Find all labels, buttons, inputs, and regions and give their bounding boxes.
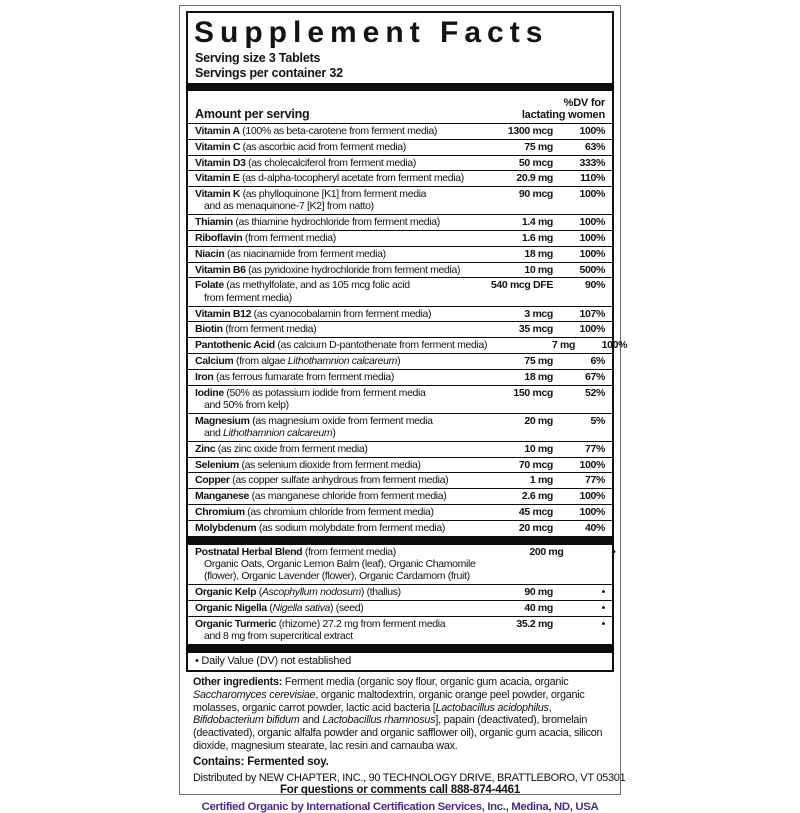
row-left <box>195 355 465 367</box>
nutrient-name: Copper <box>195 474 230 487</box>
nutrient-description: (as sodium molybdate from ferment media) <box>256 521 445 534</box>
row-main <box>195 216 605 228</box>
nutrient-description: (from ferment media) <box>242 232 336 245</box>
row-main <box>195 387 605 412</box>
daily-value-footnote: • Daily Value (DV) not established <box>195 655 351 668</box>
nutrient-amount: 35.2 mg <box>516 617 553 630</box>
row-main <box>195 172 605 184</box>
divider-bar-footnote <box>188 644 612 653</box>
nutrient-amount: 1300 mcg <box>507 125 553 137</box>
nutrient-description: (as magnesium oxide from ferment media <box>249 414 433 427</box>
row-subline: (flower), Organic Lavender (flower), Organic Cardamom (fruit) <box>204 570 470 583</box>
nutrient-name: Postnatal Herbal Blend <box>195 545 303 558</box>
table-row <box>188 247 612 263</box>
nutrient-name: Biotin <box>195 323 223 336</box>
nutrient-name: Organic Nigella <box>195 601 267 614</box>
row-subline: and 50% from kelp) <box>204 398 289 411</box>
nutrient-description: (as selenium dioxide from ferment media) <box>238 458 421 471</box>
nutrient-name: Folate <box>195 279 224 292</box>
dv-header-line1: %DV for <box>563 97 605 109</box>
table-row <box>188 442 612 458</box>
nutrient-description: (from algae Lithothamnion calcareum) <box>233 354 401 367</box>
row-main <box>195 323 605 335</box>
nutrient-amount: 1.6 mg <box>521 232 553 245</box>
nutrient-dv: 100% <box>579 232 605 245</box>
row-main <box>195 157 605 169</box>
table-row <box>188 617 612 644</box>
table-row <box>188 601 612 617</box>
row-main <box>195 586 605 598</box>
table-row <box>188 187 612 215</box>
row-left <box>195 443 465 455</box>
nutrient-name: Riboflavin <box>195 232 243 245</box>
row-main <box>195 443 605 455</box>
nutrient-description: (Nigella sativa) (seed) <box>266 601 364 614</box>
row-left <box>195 279 465 304</box>
table-row <box>188 473 612 489</box>
nutrient-name: Vitamin D3 <box>195 156 246 169</box>
table-row <box>188 140 612 156</box>
nutrient-description: (50% as potassium iodide from ferment media <box>223 386 426 399</box>
nutrient-description: (as zinc oxide from ferment media) <box>215 442 368 455</box>
nutrient-description: (from ferment media) <box>222 323 317 336</box>
row-left <box>195 157 465 169</box>
nutrient-amount: 90 mcg <box>518 188 553 201</box>
nutrient-dv: 100% <box>579 458 605 471</box>
row-main <box>195 141 605 153</box>
nutrient-amount: 1 mg <box>529 474 553 487</box>
nutrient-name: Iron <box>195 370 214 383</box>
nutrient-name: Organic Turmeric <box>195 617 277 630</box>
row-main <box>195 339 628 352</box>
row-subline: Organic Oats, Organic Lemon Balm (leaf), Organic Chamomile <box>204 557 476 570</box>
row-left <box>195 506 465 518</box>
serving-size: Serving size 3 Tablets <box>195 51 321 65</box>
row-left <box>195 522 465 534</box>
column-header <box>188 91 612 124</box>
nutrient-description: (as phylloquinone [K1] from ferment media <box>240 188 427 201</box>
row-left <box>195 141 465 153</box>
row-subline: and 8 mg from supercritical extract <box>204 629 353 642</box>
table-row <box>188 386 612 414</box>
nutrient-name: Vitamin C <box>195 140 241 153</box>
table-row <box>188 322 612 338</box>
nutrient-name: Molybdenum <box>195 521 257 534</box>
nutrient-name: Pantothenic Acid <box>195 339 275 352</box>
nutrient-name: Magnesium <box>195 414 250 427</box>
nutrient-dv: 90% <box>585 279 605 292</box>
nutrient-dv: 52% <box>585 386 605 399</box>
nutrient-amount: 1.4 mg <box>521 216 553 229</box>
table-row <box>188 171 612 187</box>
nutrient-amount: 18 mg <box>524 247 553 260</box>
nutrient-rows <box>188 124 628 536</box>
table-row <box>188 414 612 442</box>
nutrient-amount: 150 mcg <box>513 386 553 399</box>
nutrient-dv: 100% <box>579 247 605 260</box>
nutrient-amount: 75 mg <box>524 354 553 367</box>
row-left <box>195 459 465 471</box>
nutrient-name: Vitamin B6 <box>195 263 246 276</box>
supplement-facts-title: Supplement Facts <box>194 16 549 49</box>
row-main <box>195 279 605 304</box>
nutrient-description: (as ferrous fumarate from ferment media) <box>213 370 394 383</box>
table-row <box>188 545 616 585</box>
nutrient-name: Thiamin <box>195 216 233 229</box>
nutrient-amount: 70 mcg <box>518 458 553 471</box>
servings-per-container: Servings per container 32 <box>195 65 343 80</box>
nutrient-dv: 40% <box>585 521 605 534</box>
nutrient-description: (as methylfolate, and as 105 mcg folic acid <box>223 279 410 292</box>
nutrient-dv: 67% <box>585 370 605 383</box>
serving-info <box>188 50 612 83</box>
nutrient-dv: 500% <box>579 263 605 276</box>
nutrient-amount: 20.9 mg <box>516 172 553 185</box>
nutrient-description: (as ascorbic acid from ferment media) <box>240 140 406 153</box>
dv-header <box>522 97 605 121</box>
row-main <box>195 355 605 367</box>
nutrient-amount: 3 mcg <box>524 307 553 320</box>
row-left <box>195 308 465 320</box>
nutrient-amount: 10 mg <box>524 263 553 276</box>
row-left <box>195 125 465 137</box>
row-left <box>195 490 465 502</box>
table-row <box>188 215 612 231</box>
nutrient-name: Iodine <box>195 386 224 399</box>
nutrient-name: Chromium <box>195 505 245 518</box>
nutrient-description: (as calcium D-pantothenate from ferment media) <box>274 339 488 352</box>
row-left <box>195 474 465 486</box>
table-row <box>188 505 612 521</box>
nutrient-name: Calcium <box>195 354 234 367</box>
row-main <box>195 232 605 244</box>
other-ingredients: Other ingredients: Ferment media (organic soy flour, organic gum acacia, organic Saccharomyces cerevisiae, organic maltodextrin, organic orange peel powder, organic molasses, organic carrot powder, lactic acid bacteria [Lactobacillus acidophilus, Bifidobacterium bifidum and Lactobacillus rhamnosus], papain (deactivated), bromelain (deactivated), organic alfalfa powder and organic safflower oil), organic gum acacia, silicon dioxide, magnesium stearate, lac resin and carnauba wax. <box>193 676 603 752</box>
nutrient-description: (as cyanocobalamin from ferment media) <box>251 307 432 320</box>
row-main <box>195 459 605 471</box>
table-row <box>188 521 612 536</box>
row-left <box>195 586 465 598</box>
nutrient-dv: 100% <box>579 490 605 503</box>
row-left <box>195 323 465 335</box>
label-lower-section <box>186 672 626 813</box>
nutrient-amount: 540 mcg DFE <box>490 279 553 292</box>
table-row <box>188 278 612 306</box>
nutrient-description: (as niacinamide from ferment media) <box>224 247 386 260</box>
row-left <box>195 546 475 583</box>
row-left <box>195 371 465 383</box>
row-left <box>195 415 465 440</box>
nutrient-dv: 333% <box>579 156 605 169</box>
nutrient-amount: 18 mg <box>524 370 553 383</box>
table-row <box>188 124 612 140</box>
row-main <box>195 490 605 502</box>
nutrient-amount: 45 mcg <box>518 505 553 518</box>
row-main <box>195 308 605 320</box>
table-row <box>188 489 612 505</box>
nutrient-description: (from ferment media) <box>302 545 396 558</box>
contains-statement: Contains: Fermented soy. <box>193 756 329 769</box>
nutrient-dv: 5% <box>590 414 605 427</box>
nutrient-name: Zinc <box>195 442 216 455</box>
row-main <box>195 618 605 643</box>
row-left <box>195 264 465 276</box>
row-main <box>195 602 605 614</box>
nutrient-amount: 200 mg <box>529 545 564 558</box>
row-left <box>195 339 487 351</box>
questions-line: For questions or comments call 888-874-4461 <box>279 784 521 797</box>
nutrient-description: (Ascophyllum nodosum) (thallus) <box>256 585 401 598</box>
row-main <box>195 506 605 518</box>
nutrient-amount: 35 mcg <box>518 323 553 336</box>
row-left <box>195 172 465 184</box>
row-main <box>195 371 605 383</box>
nutrient-dv: 6% <box>590 354 605 367</box>
nutrient-dv: 77% <box>585 442 605 455</box>
row-left <box>195 248 465 260</box>
row-main <box>195 415 605 440</box>
table-row <box>188 231 612 247</box>
table-row <box>188 370 612 386</box>
row-left <box>195 216 465 228</box>
row-left <box>195 232 465 244</box>
herbal-rows <box>188 545 616 644</box>
nutrient-dv: 100% <box>601 339 628 352</box>
nutrient-amount: 7 mg <box>551 339 576 352</box>
nutrient-name: Manganese <box>195 490 250 503</box>
certified-line: Certified Organic by International Certification Services, Inc., Medina, ND, USA <box>201 801 599 813</box>
nutrient-name: Vitamin B12 <box>195 307 252 320</box>
nutrient-dv: 77% <box>585 474 605 487</box>
nutrient-name: Niacin <box>195 247 225 260</box>
nutrient-name: Vitamin K <box>195 188 241 201</box>
dv-header-line2: lactating women <box>521 109 605 121</box>
row-left <box>195 602 465 614</box>
table-row <box>188 585 612 601</box>
nutrient-description: (as d-alpha-tocopheryl acetate from ferment media) <box>239 172 464 185</box>
row-subline: and as menaquinone-7 [K2] from natto) <box>204 200 374 213</box>
nutrient-dv: • <box>601 617 605 630</box>
nutrient-name: Vitamin A <box>195 125 240 137</box>
table-row <box>188 354 612 370</box>
nutrient-dv: • <box>601 601 605 614</box>
nutrient-name: Vitamin E <box>195 172 240 185</box>
supplement-label <box>179 5 628 813</box>
nutrient-description: (as cholecalciferol from ferment media) <box>245 156 416 169</box>
nutrient-amount: 75 mg <box>524 140 553 153</box>
nutrient-description: (as manganese chloride from ferment media) <box>249 490 447 503</box>
row-main <box>195 264 605 276</box>
row-main <box>195 248 605 260</box>
table-row <box>188 338 628 354</box>
row-main <box>195 522 605 534</box>
distributor-line: Distributed by NEW CHAPTER, INC., 90 TECHNOLOGY DRIVE, BRATTLEBORO, VT 05301 <box>193 772 626 785</box>
table-row <box>188 156 612 172</box>
nutrient-description: (rhizome) 27.2 mg from ferment media <box>276 617 446 630</box>
row-main <box>195 188 605 213</box>
nutrient-amount: 20 mcg <box>518 521 553 534</box>
table-row <box>188 307 612 323</box>
nutrient-dv: 100% <box>579 188 605 201</box>
nutrient-amount: 20 mg <box>524 414 553 427</box>
row-main <box>195 474 605 486</box>
nutrient-amount: 10 mg <box>524 442 553 455</box>
nutrient-dv: 100% <box>579 125 605 137</box>
row-left <box>195 188 465 213</box>
nutrient-dv: • <box>612 545 616 558</box>
row-left <box>195 618 465 643</box>
nutrient-description: (as chromium chloride from ferment media) <box>244 505 434 518</box>
nutrient-amount: 40 mg <box>524 601 553 614</box>
nutrient-description: (as pyridoxine hydrochloride from ferment media) <box>245 263 461 276</box>
nutrient-dv: 110% <box>580 172 605 185</box>
nutrient-description: (100% as beta-carotene from ferment media) <box>239 125 438 137</box>
nutrient-dv: 63% <box>585 140 605 153</box>
nutrient-dv: • <box>601 585 605 598</box>
nutrient-amount: 50 mcg <box>518 156 553 169</box>
nutrient-dv: 100% <box>579 505 605 518</box>
row-subline: and Lithothamnion calcareum) <box>204 426 336 439</box>
nutrient-name: Organic Kelp <box>195 585 257 598</box>
nutrient-amount: 90 mg <box>524 585 553 598</box>
row-left <box>195 387 465 412</box>
divider-bar-herbal <box>188 536 612 545</box>
nutrient-dv: 107% <box>579 307 605 320</box>
supplement-facts-box <box>186 11 628 672</box>
nutrient-description: (as copper sulfate anhydrous from ferment media) <box>229 474 449 487</box>
nutrient-dv: 100% <box>579 216 605 229</box>
table-row <box>188 458 612 474</box>
nutrient-name: Selenium <box>195 458 239 471</box>
divider-bar-top <box>188 83 612 91</box>
table-row <box>188 263 612 279</box>
amount-per-serving-header: Amount per serving <box>195 107 310 121</box>
nutrient-dv: 100% <box>579 323 605 336</box>
nutrient-amount: 2.6 mg <box>521 490 553 503</box>
nutrient-description: (as thiamine hydrochloride from ferment media) <box>232 216 440 229</box>
row-main <box>195 125 605 137</box>
row-main <box>195 545 616 583</box>
row-subline: from ferment media) <box>204 291 292 304</box>
